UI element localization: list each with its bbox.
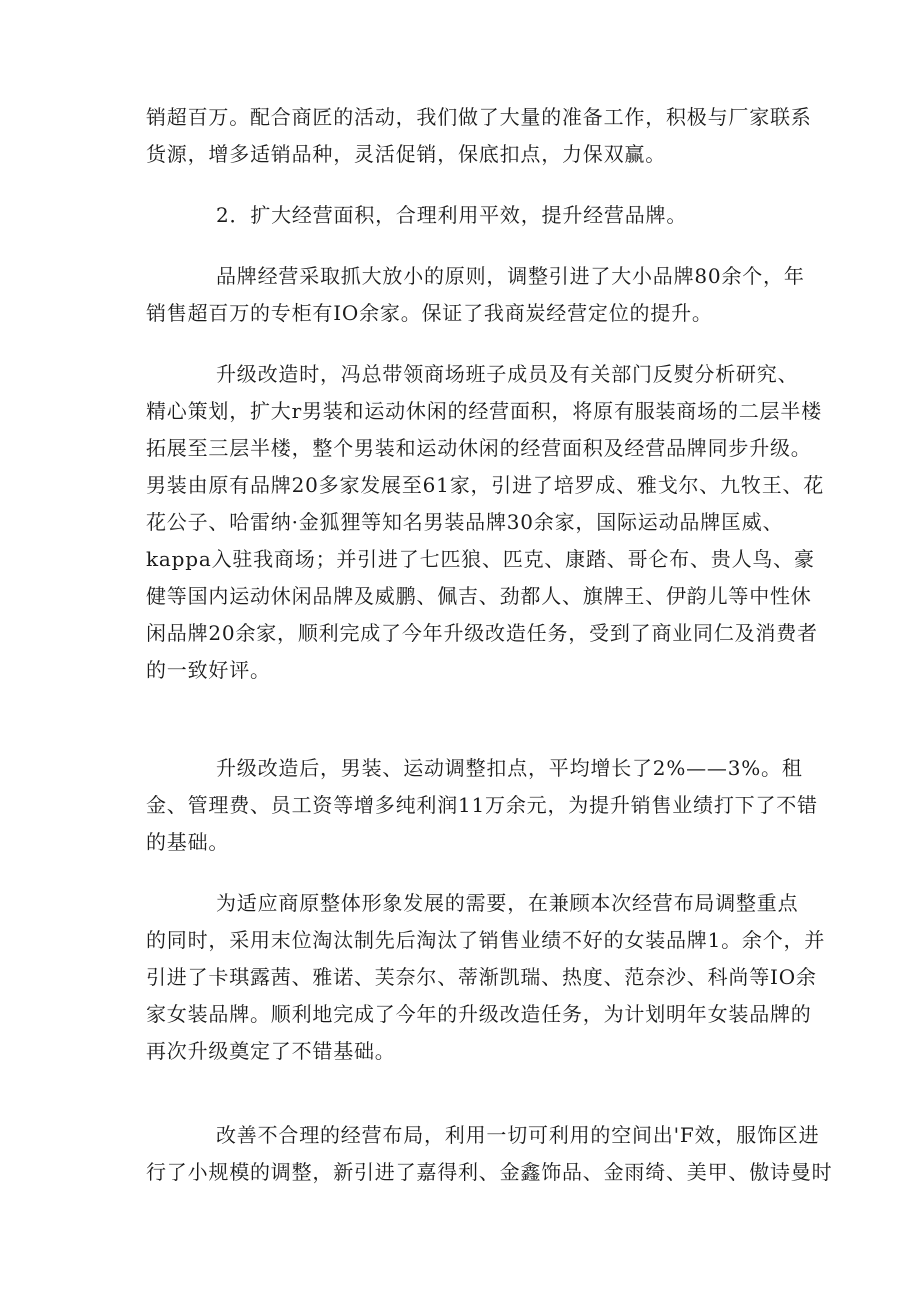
paragraph-line: 销超百万。配合商匠的活动，我们做了大量的准备工作，积极与厂家联系 — [146, 105, 812, 129]
paragraph-2-heading — [146, 197, 786, 234]
paragraph-line: 金、管理费、员工资等增多纯利润11万余元，为提升销售业绩打下了不错 — [146, 793, 818, 817]
paragraph-line: 引进了卡琪露茜、雅诺、芙奈尔、蒂渐凯瑞、热度、范奈沙、科尚等IO余 — [146, 965, 817, 989]
paragraph-4 — [146, 356, 825, 689]
paragraph-line: 男装由原有品牌20多家发展至61家，引进了培罗成、雅戈尔、九牧王、花 — [146, 473, 825, 497]
paragraph-5 — [146, 750, 818, 861]
paragraph-line: 健等国内运动休闲品牌及威鹏、佩吉、劲都人、旗牌王、伊韵儿等中性休 — [146, 584, 812, 608]
paragraph-line: 闲品牌20余家，顺利完成了今年升级改造任务，受到了商业同仁及消费者 — [146, 621, 818, 645]
section-heading: 2．扩大经营面积，合理利用平效，提升经营品牌。 — [216, 203, 688, 227]
paragraph-line: 拓展至三层半楼，整个男装和运动休闲的经营面积及经营品牌同步升级。 — [146, 436, 812, 460]
paragraph-line: kappa入驻我商场；并引进了七匹狼、匹克、康踏、哥仑布、贵人鸟、豪 — [146, 547, 815, 571]
paragraph-line: 的一致好评。 — [146, 658, 271, 682]
paragraph-1 — [146, 99, 812, 173]
paragraph-3 — [146, 258, 805, 332]
paragraph-line: 精心策划，扩大r男装和运动休闲的经营面积，将原有服装商场的二层半楼 — [146, 399, 822, 423]
paragraph-line: 货源，增多适销品种，灵活促销，保底扣点，力保双赢。 — [146, 142, 666, 166]
paragraph-line: 升级改造后，男装、运动调整扣点，平均增长了2%——3%。租 — [216, 756, 803, 780]
paragraph-line: 销售超百万的专柜有IO余家。保证了我商炭经营定位的提升。 — [146, 301, 713, 325]
paragraph-line: 的基础。 — [146, 830, 230, 854]
paragraph-line: 花公子、哈雷纳·金狐狸等知名男装品牌30余家，国际运动品牌匡威、 — [146, 510, 784, 534]
paragraph-line: 改善不合理的经营布局，利用一切可利用的空间出'F效，服饰区进 — [216, 1123, 820, 1147]
paragraph-line: 行了小规模的调整，新引进了嘉得利、金鑫饰品、金雨绮、美甲、傲诗曼时 — [146, 1160, 833, 1184]
paragraph-line: 家女装品牌。顺利地完成了今年的升级改造任务，为计划明年女装品牌的 — [146, 1002, 812, 1026]
paragraph-line: 的同时，采用末位淘汰制先后淘汰了销售业绩不好的女装品牌1。余个，并 — [146, 928, 826, 952]
paragraph-line: 为适应商原整体形象发展的需要，在兼顾本次经营布局调整重点 — [216, 891, 799, 915]
paragraph-7 — [146, 1117, 833, 1191]
paragraph-line: 再次升级奠定了不错基础。 — [146, 1039, 396, 1063]
paragraph-line: 品牌经营采取抓大放小的原则，调整引进了大小品牌80余个，年 — [216, 264, 805, 288]
paragraph-6 — [146, 885, 826, 1070]
paragraph-line: 升级改造时，冯总带领商场班子成员及有关部门反熨分析研究、 — [216, 362, 799, 386]
